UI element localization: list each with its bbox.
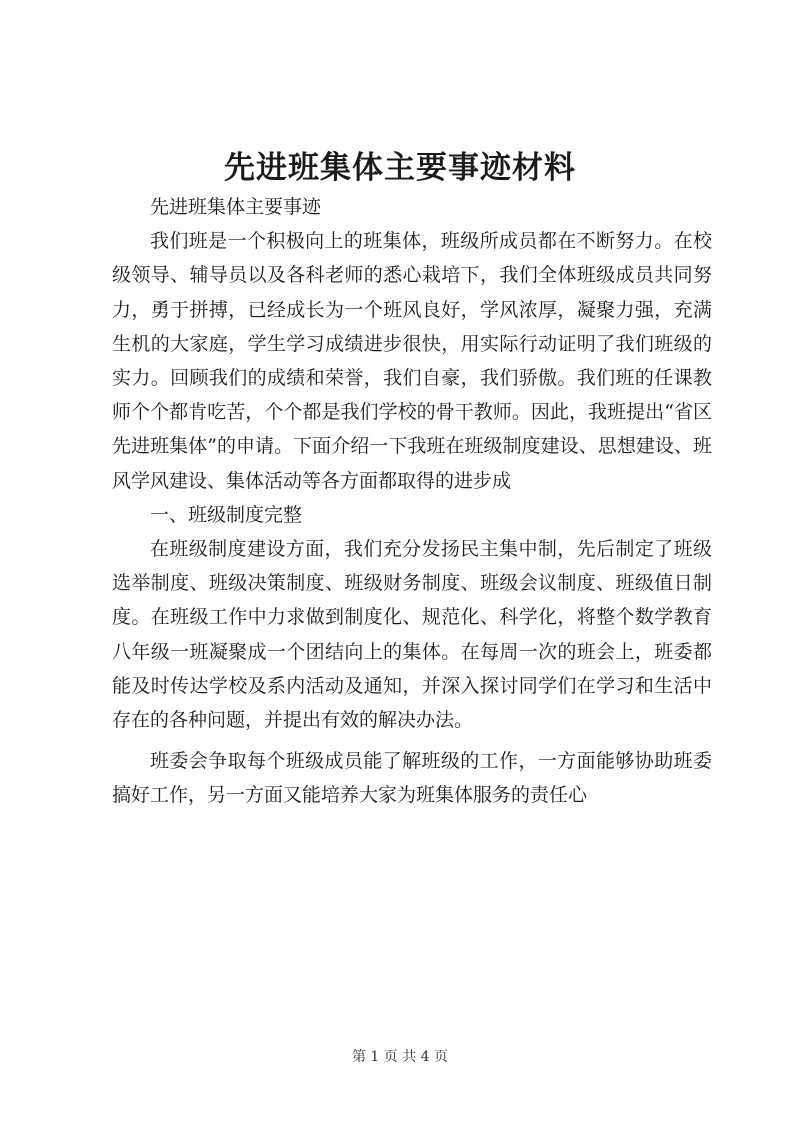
document-title: 先进班集体主要事迹材料	[224, 150, 576, 186]
body-paragraph: 在班级制度建设方面，我们充分发扬民主集中制，先后制定了班级选举制度、班级决策制度、班级财务制度、班级会议制度、班级值日制度。在班级工作中力求做到制度化、规范化、科学化，将整个数学教育八年级一班凝聚成一个团结向上的集体。在每周一次的班会上，班委都能及时传达学校及系内活动及通知，并深入探讨同学们在学习和生活中存在的各种问题，并提出有效的解决办法。	[112, 538, 712, 732]
intro-paragraph: 我们班是一个积极向上的班集体，班级所成员都在不断努力。在校级领导、辅导员以及各科老师的悉心栽培下，我们全体班级成员共同努力，勇于拼搏，已经成长为一个班风良好，学风浓厚，凝聚力强，充满生机的大家庭，学生学习成绩进步很快，用实际行动证明了我们班级的实力。回顾我们的成绩和荣誉，我们自豪，我们骄傲。我们班的任课教师个个都肯吃苦，个个都是我们学校的骨干教师。因此，我班提出“省区先进班集体”的申请。下面介绍一下我班在班级制度建设、思想建设、班风学风建设、集体活动等各方面都取得的进步成	[112, 230, 712, 492]
page-footer: 第 1 页 共 4 页	[351, 1049, 449, 1065]
document-body	[112, 190, 712, 813]
subtitle-paragraph: 先进班集体主要事迹	[150, 196, 322, 218]
section-heading: 一、班级制度完整	[150, 503, 303, 526]
body-paragraph: 班委会争取每个班级成员能了解班级的工作，一方面能够协助班委搞好工作，另一方面又能培养大家为班集体服务的责任心	[112, 750, 712, 807]
